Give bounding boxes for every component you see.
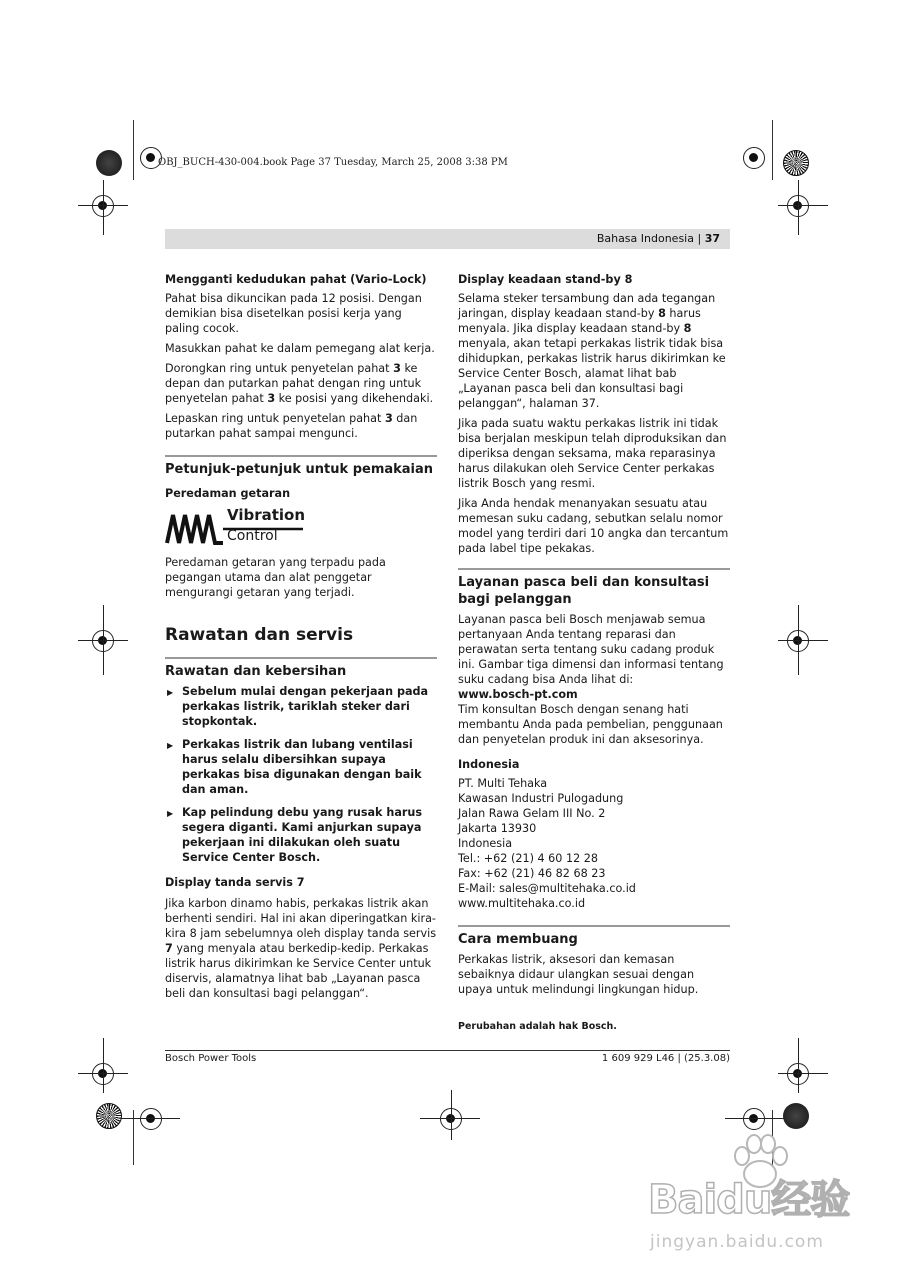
website-link[interactable]: www.multitehaka.co.id — [458, 897, 586, 910]
registration-dot — [96, 150, 122, 176]
vibration-control-logo — [165, 507, 437, 549]
after-sales-paragraph: Layanan pasca beli Bosch menjawab semua pertanyaan Anda tentang reparasi dan perawatan serta tentang suku cadang produk ini. Gambar tiga dimensi dan informasi tentang suku cadang bisa Anda lihat di: — [458, 613, 724, 686]
page-header-bar — [165, 229, 730, 249]
logo-text-vibration: Vibration — [227, 506, 306, 524]
damping-paragraph: Peredaman getaran yang terpadu pada pegangan utama dan alat penggetar mengurangi getaran yang terjadi. — [165, 556, 386, 599]
registration-line — [120, 1118, 180, 1119]
crop-mark — [772, 120, 773, 180]
registration-line — [798, 605, 799, 675]
address-line: Jalan Rawa Gelam III No. 2 — [458, 807, 606, 820]
service-display-paragraph — [165, 896, 437, 1001]
bosch-link[interactable]: www.bosch-pt.com — [458, 688, 578, 701]
registration-line — [103, 605, 104, 675]
address-line: Fax: +62 (21) 46 82 68 23 — [458, 867, 606, 880]
registration-target — [743, 1108, 765, 1130]
print-header: OBJ_BUCH-430-004.book Page 37 Tuesday, March 25, 2008 3:38 PM — [158, 157, 508, 168]
vario-lock-title: Mengganti kedudukan pahat (Vario-Lock) — [165, 273, 427, 286]
registration-line — [420, 1118, 480, 1119]
registration-line — [778, 640, 828, 641]
registration-line — [103, 180, 104, 235]
logo-text-control: Control — [227, 528, 278, 544]
country-title: Indonesia — [458, 758, 520, 771]
ref-number: 7 — [165, 942, 173, 955]
service-display-title: Display tanda servis 7 — [165, 876, 305, 889]
text-run: Jika karbon dinamo habis, perkakas listrik akan berhenti sendiri. Hal ini akan diperingatkan kira-kira 8 jam sebelumnya oleh display tanda servis — [165, 897, 437, 940]
footer-rule — [165, 1050, 730, 1051]
list-item: ▶ Perkakas listrik dan lubang ventilasi harus selalu dibersihkan supaya perkakas bisa digunakan dengan baik dan aman. — [165, 737, 437, 797]
address-line: PT. Multi Tehaka — [458, 777, 548, 790]
registration-line — [778, 205, 828, 206]
list-item: ▶ Sebelum mulai dengan pekerjaan pada perkakas listrik, tariklah steker dari stopkontak. — [165, 684, 437, 729]
text-run: ke depan dan putarkan pahat dengan ring untuk penyetelan pahat — [165, 362, 422, 405]
header-separator: | — [697, 232, 705, 245]
cleaning-title: Rawatan dan kebersihan — [165, 657, 437, 680]
footer-right: 1 609 929 L46 | (25.3.08) — [601, 1053, 730, 1064]
text-run: Dorongkan ring untuk penyetelan pahat — [165, 362, 394, 375]
address-block — [458, 776, 730, 911]
registration-line — [103, 1038, 104, 1093]
ref-number: 3 — [384, 412, 393, 425]
registration-starwheel — [96, 1103, 122, 1129]
service-title: Rawatan dan servis — [165, 625, 354, 645]
header-text — [597, 232, 720, 245]
registration-line — [798, 180, 799, 235]
footer-left: Bosch Power Tools — [165, 1053, 257, 1064]
text-run: menyala, akan tetapi perkakas listrik tidak bisa dihidupkan, perkakas listrik harus dikirimkan ke Service Center Bosch, alamat lihat bab „Layanan pasca beli dan konsultasi bagi pelanggan“, halaman 37. — [458, 337, 726, 410]
disposal-paragraph: Perkakas listrik, aksesori dan kemasan sebaiknya didaur ulangkan sesuai dengan upaya untuk melindungi lingkungan hidup. — [458, 953, 699, 996]
after-sales-title: Layanan pasca beli dan konsultasi bagi pelanggan — [458, 568, 730, 608]
standby-title: Display keadaan stand-by 8 — [458, 273, 633, 286]
address-line: Kawasan Industri Pulogadung — [458, 792, 624, 805]
standby-paragraph: Jika Anda hendak menanyakan sesuatu atau memesan suku cadang, sebutkan selalu nomor model yang terdiri dari 10 angka dan tercantum pada label tipe pekakas. — [458, 497, 729, 555]
right-column — [458, 272, 730, 1034]
ref-number: 8 — [683, 322, 692, 335]
address-line: Tel.: +62 (21) 4 60 12 28 — [458, 852, 598, 865]
registration-dot — [783, 1103, 809, 1129]
text-run: yang menyala atau berkedip-kedip. Perkakas listrik harus dikirimkan ke Service Center untuk diservis, alamatnya lihat bab „Layanan pasca beli dan konsultasi bagi pelanggan“. — [165, 942, 432, 1000]
ref-number: 3 — [393, 362, 401, 375]
page-number: 37 — [704, 232, 720, 245]
text-run: Selama steker tersambung dan ada tegangan jaringan, display keadaan stand-by — [458, 292, 716, 320]
change-note: Perubahan adalah hak Bosch. — [458, 1021, 617, 1032]
after-sales-paragraph: Tim konsultan Bosch dengan senang hati membantu Anda pada pembelian, penggunaan dan penyetelan produk ini dan aksesorinya. — [458, 703, 723, 746]
registration-target — [743, 147, 765, 169]
safety-bullets — [165, 684, 437, 865]
registration-line — [725, 1118, 785, 1119]
watermark-brand: Baidu经验 — [648, 1177, 850, 1223]
standby-paragraph: Jika pada suatu waktu perkakas listrik ini tidak bisa berjalan meskipun telah diproduksikan dan diperiksa dengan seksama, maka reparasinya harus dilakukan oleh Service Center perkakas listrik Bosch yang resmi. — [458, 417, 727, 490]
ref-number: 8 — [658, 307, 666, 320]
standby-paragraph — [458, 291, 730, 411]
vario-lock-paragraph: Masukkan pahat ke dalam pemegang alat kerja. — [165, 342, 435, 355]
address-line: Jakarta 13930 — [458, 822, 537, 835]
left-column — [165, 272, 437, 1006]
address-line: Indonesia — [458, 837, 513, 850]
list-item: ▶ Kap pelindung debu yang rusak harus segera diganti. Kami anjurkan supaya pekerjaan ini dilakukan oleh suatu Service Center Bosch. — [165, 805, 437, 865]
vario-lock-paragraph: Pahat bisa dikuncikan pada 12 posisi. Dengan demikian bisa disetelkan posisi kerja yang paling cocok. — [165, 292, 422, 335]
text-run: Lepaskan ring untuk penyetelan pahat — [165, 412, 385, 425]
ref-number: 3 — [267, 392, 276, 405]
registration-target — [140, 1108, 162, 1130]
vario-lock-paragraph — [165, 361, 437, 406]
registration-line — [778, 1073, 828, 1074]
email-link[interactable]: E-Mail: sales@multitehaka.co.id — [458, 882, 636, 895]
text-run: dan putarkan pahat sampai mengunci. — [165, 412, 418, 440]
baidu-watermark — [640, 1140, 870, 1260]
usage-title: Petunjuk-petunjuk untuk pemakaian — [165, 455, 437, 478]
registration-starwheel — [783, 150, 809, 176]
header-language: Bahasa Indonesia — [596, 232, 694, 245]
damping-title: Peredaman getaran — [165, 487, 291, 500]
disposal-title: Cara membuang — [458, 925, 730, 948]
vario-lock-paragraph — [165, 411, 437, 441]
watermark-url: jingyan.baidu.com — [650, 1232, 824, 1252]
crop-mark — [133, 120, 134, 180]
text-run: ke posisi yang dikehendaki. — [275, 392, 434, 405]
registration-line — [798, 1038, 799, 1093]
text-run: harus menyala. Jika display keadaan stand-by — [458, 307, 701, 335]
registration-line — [451, 1090, 452, 1140]
